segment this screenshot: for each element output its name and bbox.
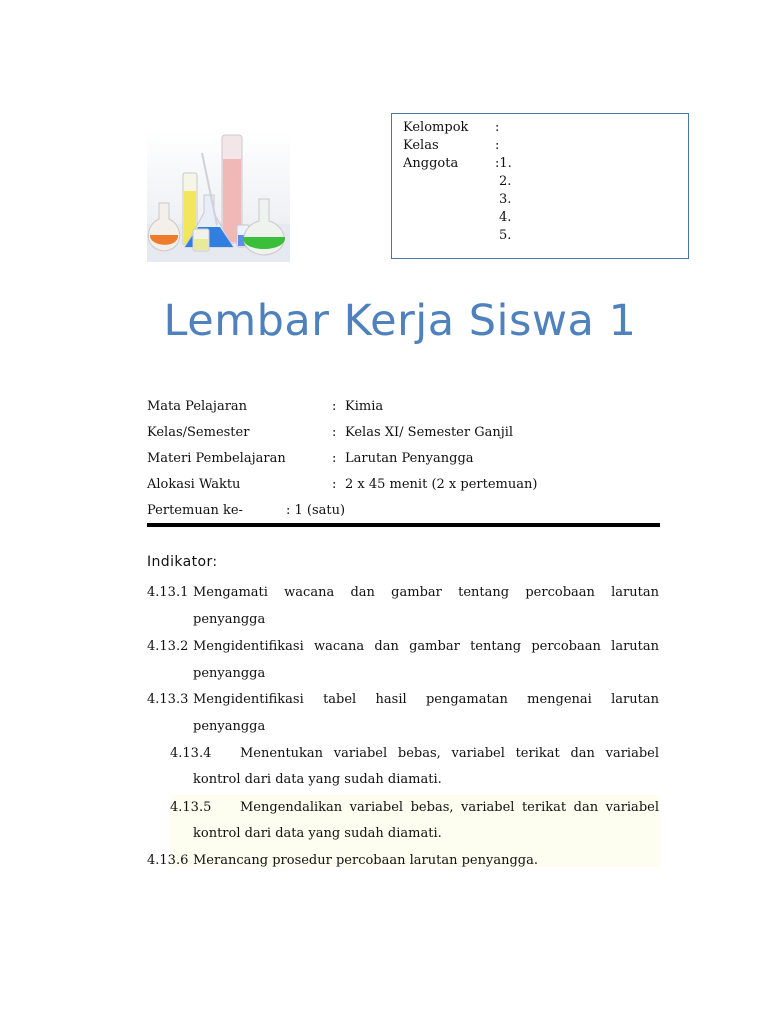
lab-glassware-image [147,129,290,262]
indicator-number: 4.13.6 [147,853,189,868]
info-label-alokasi-waktu: Alokasi Waktu [147,477,241,492]
indicator-number: 4.13.1 [147,585,189,600]
group-info-box [391,113,689,259]
info-label-kelas-semester: Kelas/Semester [147,425,250,440]
divider-rule [147,523,660,527]
indicator-text-cont: penyangga [193,719,266,734]
indicator-number: 4.13.2 [147,639,189,654]
info-label-materi: Materi Pembelajaran [147,451,286,466]
info-label-pertemuan: Pertemuan ke- [147,503,243,518]
indicator-text: Mengamati wacana dan gambar tentang percobaan larutan [193,585,659,600]
indicator-text: Merancang prosedur percobaan larutan penyangga. [193,853,538,868]
info-value-alokasi-waktu: 2 x 45 menit (2 x pertemuan) [345,477,538,492]
indicator-text: Mengidentifikasi tabel hasil pengamatan mengenai larutan [193,692,659,707]
indicator-text-cont: kontrol dari data yang sudah diamati. [193,772,442,787]
indicator-number: 4.13.3 [147,692,189,707]
group-label-kelas: Kelas [403,138,439,153]
glassware-illustration [147,129,290,262]
indicator-text-cont: kontrol dari data yang sudah diamati. [193,826,442,841]
info-colon: : [332,425,337,440]
indicator-text: Mengidentifikasi wacana dan gambar tentang percobaan larutan [193,639,659,654]
member-number-4: 4. [499,210,512,225]
member-number-5: 5. [499,228,512,243]
indicator-number: 4.13.4 [170,746,212,761]
indicator-number: 4.13.5 [170,800,212,815]
info-colon: : [332,477,337,492]
info-value-pertemuan: : 1 (satu) [286,503,346,518]
group-colon-kelas: : [495,138,500,153]
indikator-heading: Indikator: [147,554,218,570]
info-value-kelas-semester: Kelas XI/ Semester Ganjil [345,425,514,440]
info-value-mata-pelajaran: Kimia [345,399,384,414]
group-label-anggota: Anggota [403,156,459,171]
page-title: Lembar Kerja Siswa 1 [163,296,637,346]
info-label-mata-pelajaran: Mata Pelajaran [147,399,248,414]
member-number-3: 3. [499,192,512,207]
indicator-text: Mengendalikan variabel bebas, variabel terikat dan variabel [240,800,659,815]
info-colon: : [332,451,337,466]
info-value-materi: Larutan Penyangga [345,451,474,466]
member-number-2: 2. [499,174,512,189]
info-colon: : [332,399,337,414]
group-label-kelompok: Kelompok [403,120,469,135]
group-colon-kelompok: : [495,120,500,135]
indicator-text: Menentukan variabel bebas, variabel terikat dan variabel [240,746,659,761]
group-colon-anggota: :1. [495,156,512,171]
indicator-text-cont: penyangga [193,612,266,627]
indicator-text-cont: penyangga [193,666,266,681]
